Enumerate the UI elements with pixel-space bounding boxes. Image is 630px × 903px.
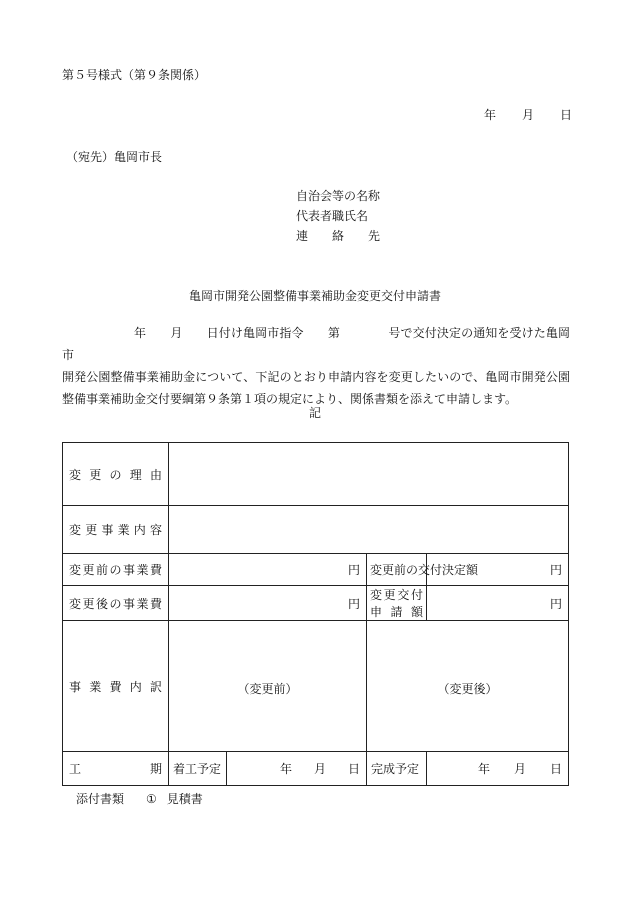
reason-label: 変更の理由 [69, 467, 162, 482]
reason-field[interactable] [169, 443, 569, 506]
start-month: 月 [313, 762, 326, 776]
org-name-label: 自治会等の名称 [296, 189, 381, 203]
content-label: 変更事業内容 [69, 523, 162, 537]
document-title: 亀岡市開発公園整備事業補助金変更交付申請書 [188, 289, 441, 303]
breakdown-label-cell [63, 621, 169, 752]
change-request-table [62, 442, 569, 786]
body-line-rest: 開発公園整備事業補助金について、下記のとおり申請内容を変更したいので、亀岡市開発公園整備事業補助金交付要綱第９条第１項の規定により、関係書類を添えて申請します。 [62, 370, 570, 406]
breakdown-after-label: （変更後） [437, 681, 498, 696]
start-date-field[interactable] [227, 752, 367, 786]
grant-request-field[interactable] [427, 586, 569, 621]
addressee: （宛先）亀岡市長 [66, 150, 163, 164]
attachment-number: ① [146, 792, 157, 806]
ki-heading: 記 [308, 406, 321, 420]
breakdown-label: 事業費内訳 [69, 679, 162, 694]
grant-request-label-cell [367, 586, 427, 621]
start-label-cell [169, 752, 227, 786]
start-year: 年 [279, 762, 292, 776]
complete-year: 年 [477, 762, 490, 776]
date-month: 月 [522, 108, 535, 122]
body-text [62, 322, 570, 410]
cost-after-label: 変更後の事業費 [69, 596, 162, 611]
attachments [76, 790, 203, 807]
period-label: 工 期 [69, 762, 162, 776]
attachment-item: 見積書 [166, 792, 203, 806]
period-label-cell [63, 752, 169, 786]
grant-before-label-cell [367, 554, 479, 586]
yen-unit: 円 [347, 563, 360, 577]
content-field[interactable] [169, 506, 569, 554]
complete-label: 完成予定 [371, 762, 420, 776]
form-number: 第５号様式（第９条関係） [62, 68, 207, 82]
breakdown-before-field[interactable] [169, 621, 367, 752]
cost-after-label-cell [63, 586, 169, 621]
submission-date [484, 106, 572, 123]
date-year: 年 [484, 108, 497, 122]
grant-request-label: 変更交付申請額 [370, 588, 423, 619]
grant-before-label: 変更前の交付決定額 [370, 563, 479, 577]
yen-unit: 円 [550, 563, 563, 577]
breakdown-after-field[interactable] [367, 621, 569, 752]
applicant-block [296, 186, 380, 246]
complete-month: 月 [514, 762, 527, 776]
yen-unit: 円 [550, 596, 563, 611]
reason-label-cell [63, 443, 169, 506]
start-label: 着工予定 [173, 762, 222, 776]
content-label-cell [63, 506, 169, 554]
body-line-1: 年 月 日付け亀岡市指令 第 号で交付決定の通知を受けた亀岡市 [62, 326, 570, 362]
cost-before-label-cell [63, 554, 169, 586]
cost-before-field[interactable] [169, 554, 367, 586]
attachments-label: 添付書類 [76, 792, 125, 806]
complete-date-field[interactable] [427, 752, 569, 786]
complete-day: 日 [550, 762, 563, 776]
breakdown-before-label: （変更前） [237, 681, 298, 696]
cost-after-field[interactable] [169, 586, 367, 621]
start-day: 日 [347, 762, 360, 776]
date-day: 日 [560, 108, 573, 122]
representative-label: 代表者職氏名 [296, 209, 369, 223]
contact-label: 連 絡 先 [296, 229, 381, 243]
complete-label-cell [367, 752, 427, 786]
yen-unit: 円 [347, 596, 360, 611]
cost-before-label: 変更前の事業費 [69, 563, 162, 577]
